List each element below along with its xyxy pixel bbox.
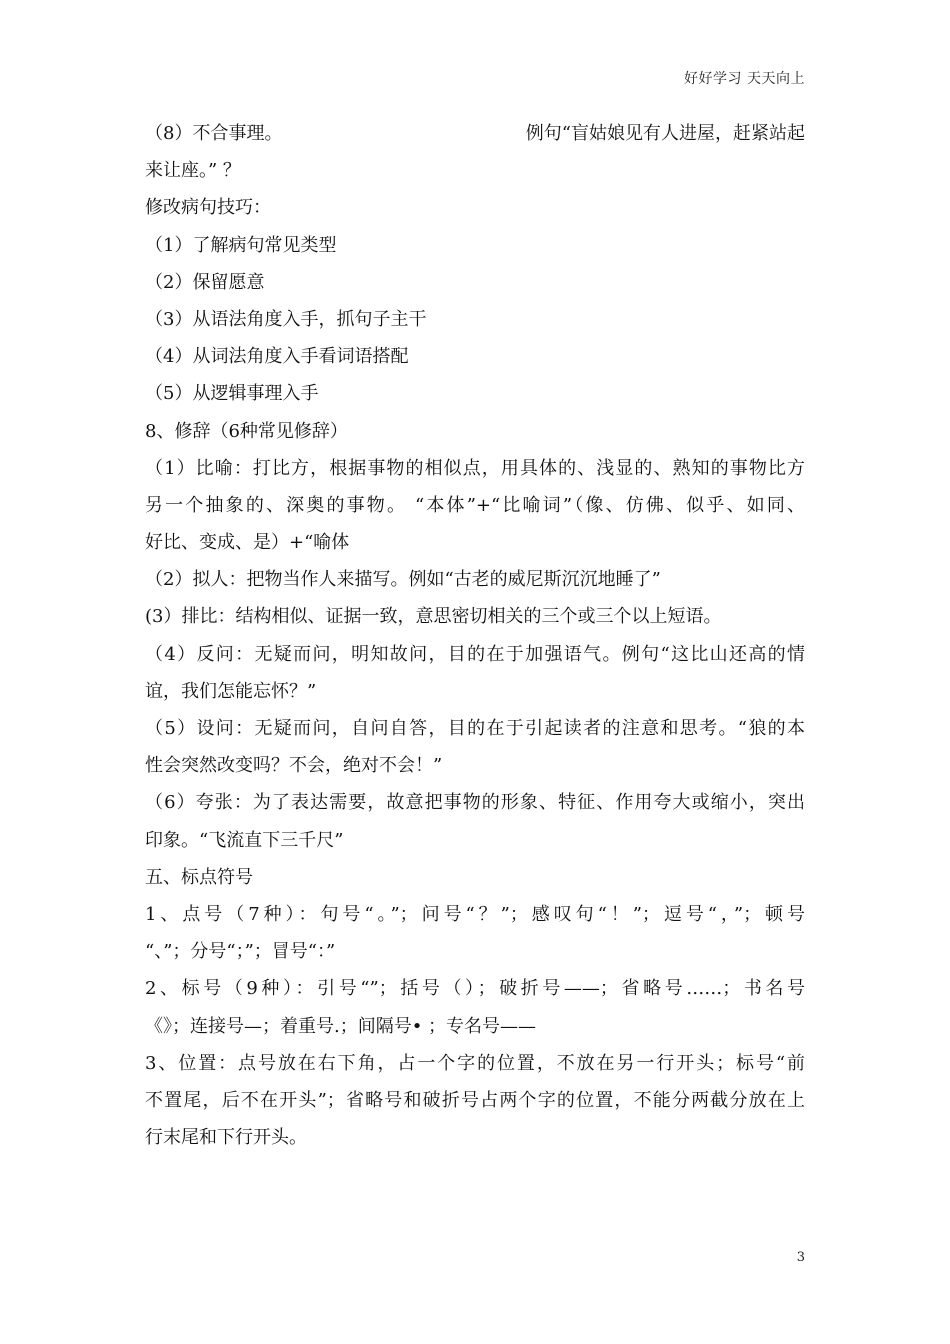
text-line-right: 例句“盲姑娘见有人进屋，赶紧站起: [525, 123, 805, 144]
text-line: 不置尾，后不在开头”；省略号和破折号占两个字的位置，不能分两截分放在上: [145, 1089, 805, 1111]
text-line: （4）从词法角度入手看词语搭配: [145, 346, 409, 368]
text-line: 3、位置：点号放在右下角，占一个字的位置，不放在另一行开头；标号“前: [145, 1052, 805, 1074]
text-line: 好比、变成、是）+“喻体: [145, 532, 350, 554]
document-body: [145, 115, 805, 1156]
text-line: （2）拟人：把物当作人来描写。例如“古老的威尼斯沉沉地睡了”: [145, 569, 661, 591]
text-line: 另一个抽象的、深奥的事物。 “本体”+“比喻词”（像、仿佛、似乎、如同、: [145, 494, 805, 516]
text-line: 修改病句技巧：: [145, 197, 271, 219]
text-line: 1、点号（7种）：句号“。”；问号“？”；感叹句“！”；逗号“，”；顿号: [145, 903, 805, 925]
text-line-left: （8）不合事理。: [145, 123, 283, 144]
page-header: 好好学习 天天向上: [684, 71, 805, 87]
text-line: （5）设问：无疑而问，自问自答，目的在于引起读者的注意和思考。“狼的本: [145, 718, 805, 739]
text-line: 2、标号（9种）：引号“”；括号（）；破折号——；省略号……；书名号: [145, 978, 805, 1000]
text-line: （5）从逻辑事理入手: [145, 383, 319, 405]
text-line: [145, 115, 805, 152]
page-number: 3: [796, 1250, 805, 1265]
text-line: （1）了解病句常见类型: [145, 234, 337, 256]
text-line: （2）保留愿意: [145, 271, 265, 293]
text-line: （6）夸张：为了表达需要，故意把事物的形象、特征、作用夸大或缩小，突出: [145, 792, 805, 814]
text-line: （3）从语法角度入手，抓句子主干: [145, 308, 427, 330]
section-heading: 五、标点符号: [145, 866, 253, 888]
text-line: （4）反问：无疑而问，明知故问，目的在于加强语气。例句“这比山还高的情: [145, 643, 805, 665]
text-line: （1）比喻：打比方，根据事物的相似点，用具体的、浅显的、熟知的事物比方: [145, 457, 805, 479]
text-line: 《》；连接号—；着重号.；间隔号• ；专名号——: [145, 1015, 537, 1037]
text-line: 印象。“飞流直下三千尺”: [145, 829, 344, 851]
text-line: (3）排比：结构相似、证据一致，意思密切相关的三个或三个以上短语。: [145, 606, 722, 628]
text-line: “、”；分号“；”；冒号“：”: [145, 941, 336, 963]
text-line: 来让座。” ？: [145, 160, 241, 182]
section-heading: 8、修辞（6种常见修辞）: [145, 420, 348, 442]
text-line: 行末尾和下行开头。: [145, 1127, 307, 1149]
text-line: 谊，我们怎能忘怀？”: [145, 680, 317, 702]
text-line: 性会突然改变吗？不会，绝对不会！”: [145, 755, 443, 777]
